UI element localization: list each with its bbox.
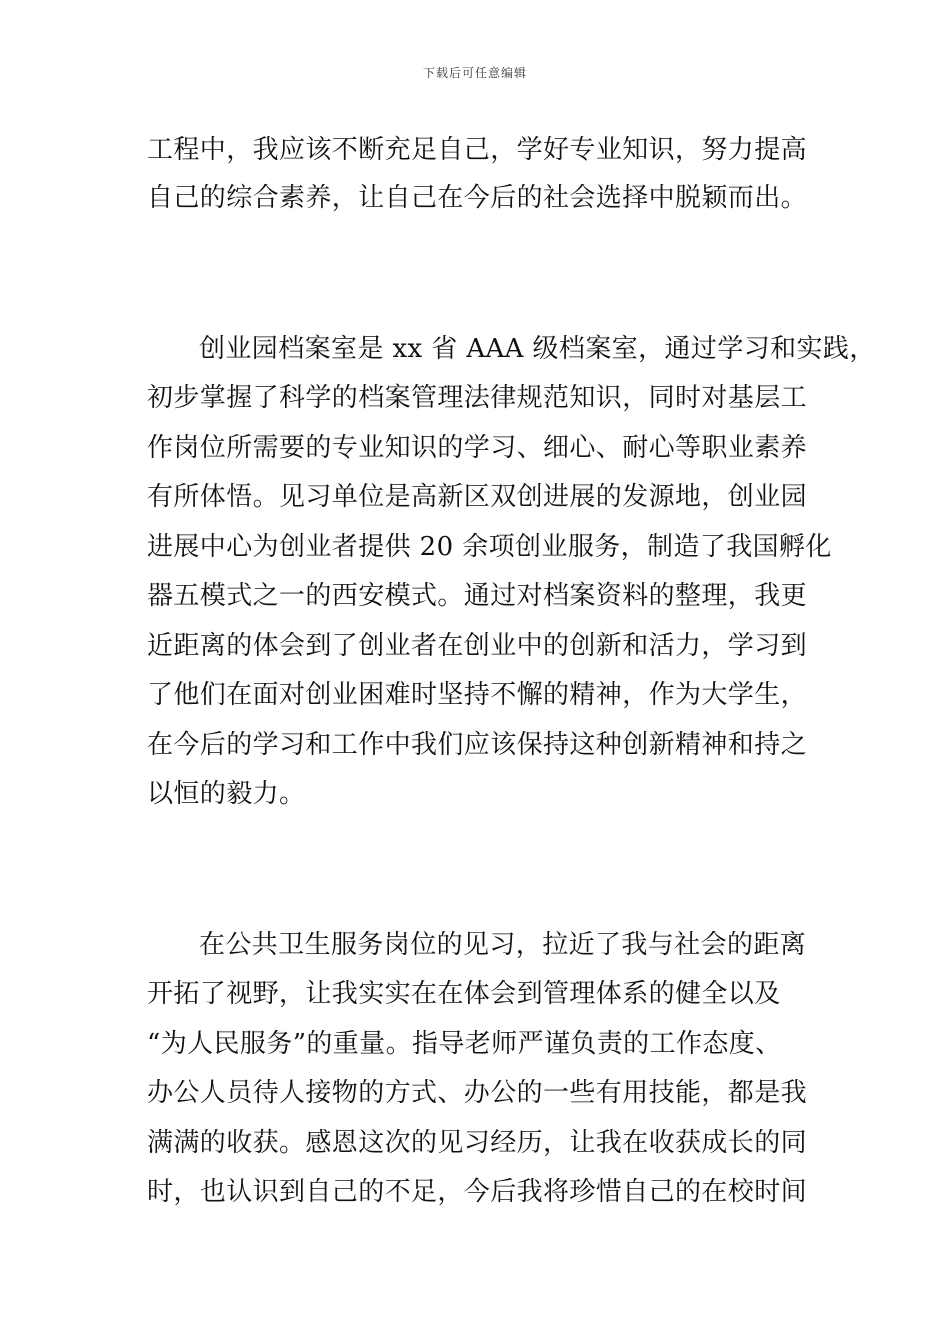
paragraph-3-line-6: 时，也认识到自己的不足，今后我将珍惜自己的在校时间 — [147, 1177, 808, 1207]
paragraph-2-line-10: 以恒的毅力。 — [147, 779, 306, 809]
paragraph-3-line-1: 在公共卫生服务岗位的见习，拉近了我与社会的距离 — [199, 930, 807, 960]
paragraph-1-line-2: 自己的综合素养，让自己在今后的社会选择中脱颖而出。 — [147, 183, 808, 213]
paragraph-2-line-8: 了他们在面对创业困难时坚持不懈的精神，作为大学生， — [147, 680, 808, 710]
page-header: 下载后可任意编辑 — [422, 66, 527, 80]
paragraph-2-line-1: 创业园档案室是 xx 省 AAA 级档案室，通过学习和实践， — [199, 334, 876, 364]
paragraph-3-line-4: 办公人员待人接物的方式、办公的一些有用技能，都是我 — [147, 1078, 808, 1108]
paragraph-1-line-1: 工程中，我应该不断充足自己，学好专业知识，努力提高 — [147, 135, 808, 165]
paragraph-2-line-5: 进展中心为创业者提供 20 余项创业服务，制造了我国孵化 — [147, 532, 832, 562]
paragraph-2-line-9: 在今后的学习和工作中我们应该保持这种创新精神和持之 — [147, 730, 808, 760]
paragraph-2-line-6: 器五模式之一的西安模式。通过对档案资料的整理，我更 — [147, 581, 808, 611]
paragraph-3-line-5: 满满的收获。感恩这次的见习经历，让我在收获成长的同 — [147, 1128, 808, 1158]
paragraph-3-line-3: “为人民服务”的重量。指导老师严谨负责的工作态度、 — [147, 1029, 782, 1059]
paragraph-3-line-2: 开拓了视野，让我实实在在体会到管理体系的健全以及 — [147, 979, 781, 1009]
paragraph-2-line-3: 作岗位所需要的专业知识的学习、细心、耐心等职业素养 — [147, 433, 808, 463]
paragraph-2-line-2: 初步掌握了科学的档案管理法律规范知识，同时对基层工 — [147, 383, 808, 413]
paragraph-2-line-7: 近距离的体会到了创业者在创业中的创新和活力，学习到 — [147, 631, 808, 661]
paragraph-2-line-4: 有所体悟。见习单位是高新区双创进展的发源地，创业园 — [147, 482, 808, 512]
